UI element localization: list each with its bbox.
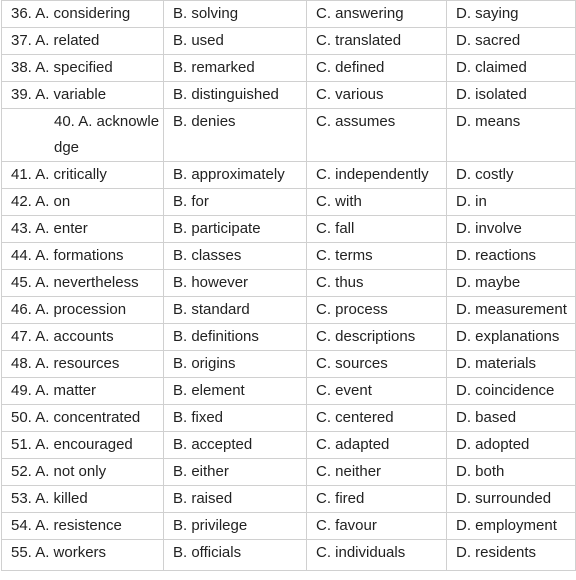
table-row	[2, 55, 576, 82]
table-row	[2, 459, 576, 486]
option-b: B. for	[164, 189, 307, 216]
table-row	[2, 162, 576, 189]
option-a: 46. A. procession	[2, 297, 164, 324]
option-d: D. costly	[447, 162, 576, 189]
option-a: 44. A. formations	[2, 243, 164, 270]
option-c: C. with	[307, 189, 447, 216]
option-d: D. adopted	[447, 432, 576, 459]
option-b: B. approximately	[164, 162, 307, 189]
option-a: 40. A. acknowledge	[2, 109, 164, 162]
option-c: C. thus	[307, 270, 447, 297]
option-a: 47. A. accounts	[2, 324, 164, 351]
option-c: C. translated	[307, 28, 447, 55]
option-b: B. accepted	[164, 432, 307, 459]
option-b: B. fixed	[164, 405, 307, 432]
option-b: B. element	[164, 378, 307, 405]
option-d: D. explanations	[447, 324, 576, 351]
option-a: 41. A. critically	[2, 162, 164, 189]
table-row	[2, 109, 576, 162]
option-a: 42. A. on	[2, 189, 164, 216]
option-b: B. however	[164, 270, 307, 297]
option-d: D. saying	[447, 1, 576, 28]
option-c: C. terms	[307, 243, 447, 270]
table-row	[2, 378, 576, 405]
option-a: 50. A. concentrated	[2, 405, 164, 432]
option-d: D. surrounded	[447, 486, 576, 513]
option-c: C. assumes	[307, 109, 447, 162]
table-row	[2, 513, 576, 540]
option-c: C. independently	[307, 162, 447, 189]
table-row	[2, 405, 576, 432]
table-row	[2, 324, 576, 351]
table-row	[2, 297, 576, 324]
option-d: D. maybe	[447, 270, 576, 297]
option-c: C. process	[307, 297, 447, 324]
table-row	[2, 432, 576, 459]
table-row	[2, 351, 576, 378]
option-d: D. employment	[447, 513, 576, 540]
option-a: 45. A. nevertheless	[2, 270, 164, 297]
option-a: 48. A. resources	[2, 351, 164, 378]
option-c: C. fired	[307, 486, 447, 513]
option-a: 38. A. specified	[2, 55, 164, 82]
option-a: 52. A. not only	[2, 459, 164, 486]
option-c: C. fall	[307, 216, 447, 243]
option-c: C. answering	[307, 1, 447, 28]
option-b: B. solving	[164, 1, 307, 28]
option-b: B. origins	[164, 351, 307, 378]
option-b: B. participate	[164, 216, 307, 243]
option-a: 49. A. matter	[2, 378, 164, 405]
option-b: B. raised	[164, 486, 307, 513]
option-c: C. adapted	[307, 432, 447, 459]
option-b: B. standard	[164, 297, 307, 324]
option-b: B. used	[164, 28, 307, 55]
option-b: B. privilege	[164, 513, 307, 540]
option-c: C. individuals	[307, 540, 447, 571]
option-d: D. materials	[447, 351, 576, 378]
option-a: 37. A. related	[2, 28, 164, 55]
option-a: 39. A. variable	[2, 82, 164, 109]
option-b: B. remarked	[164, 55, 307, 82]
table-row	[2, 486, 576, 513]
table-row	[2, 216, 576, 243]
option-d: D. involve	[447, 216, 576, 243]
table-row	[2, 243, 576, 270]
table-row	[2, 270, 576, 297]
option-c: C. neither	[307, 459, 447, 486]
table-row	[2, 28, 576, 55]
option-d: D. isolated	[447, 82, 576, 109]
option-b: B. denies	[164, 109, 307, 162]
option-c: C. event	[307, 378, 447, 405]
option-a: 36. A. considering	[2, 1, 164, 28]
table-row	[2, 189, 576, 216]
option-d: D. claimed	[447, 55, 576, 82]
table-row	[2, 540, 576, 571]
option-d: D. based	[447, 405, 576, 432]
table-row	[2, 1, 576, 28]
option-b: B. definitions	[164, 324, 307, 351]
option-b: B. classes	[164, 243, 307, 270]
option-d: D. in	[447, 189, 576, 216]
answer-choices-table	[1, 0, 576, 571]
option-b: B. either	[164, 459, 307, 486]
option-c: C. sources	[307, 351, 447, 378]
option-c: C. favour	[307, 513, 447, 540]
option-c: C. descriptions	[307, 324, 447, 351]
option-d: D. coincidence	[447, 378, 576, 405]
option-a: 55. A. workers	[2, 540, 164, 571]
option-d: D. means	[447, 109, 576, 162]
option-b: B. officials	[164, 540, 307, 571]
option-c: C. various	[307, 82, 447, 109]
option-a: 54. A. resistence	[2, 513, 164, 540]
option-d: D. measurement	[447, 297, 576, 324]
option-b: B. distinguished	[164, 82, 307, 109]
option-c: C. defined	[307, 55, 447, 82]
option-a: 43. A. enter	[2, 216, 164, 243]
option-a: 53. A. killed	[2, 486, 164, 513]
option-d: D. reactions	[447, 243, 576, 270]
option-c: C. centered	[307, 405, 447, 432]
option-d: D. residents	[447, 540, 576, 571]
option-a: 51. A. encouraged	[2, 432, 164, 459]
option-d: D. both	[447, 459, 576, 486]
table-row	[2, 82, 576, 109]
option-d: D. sacred	[447, 28, 576, 55]
